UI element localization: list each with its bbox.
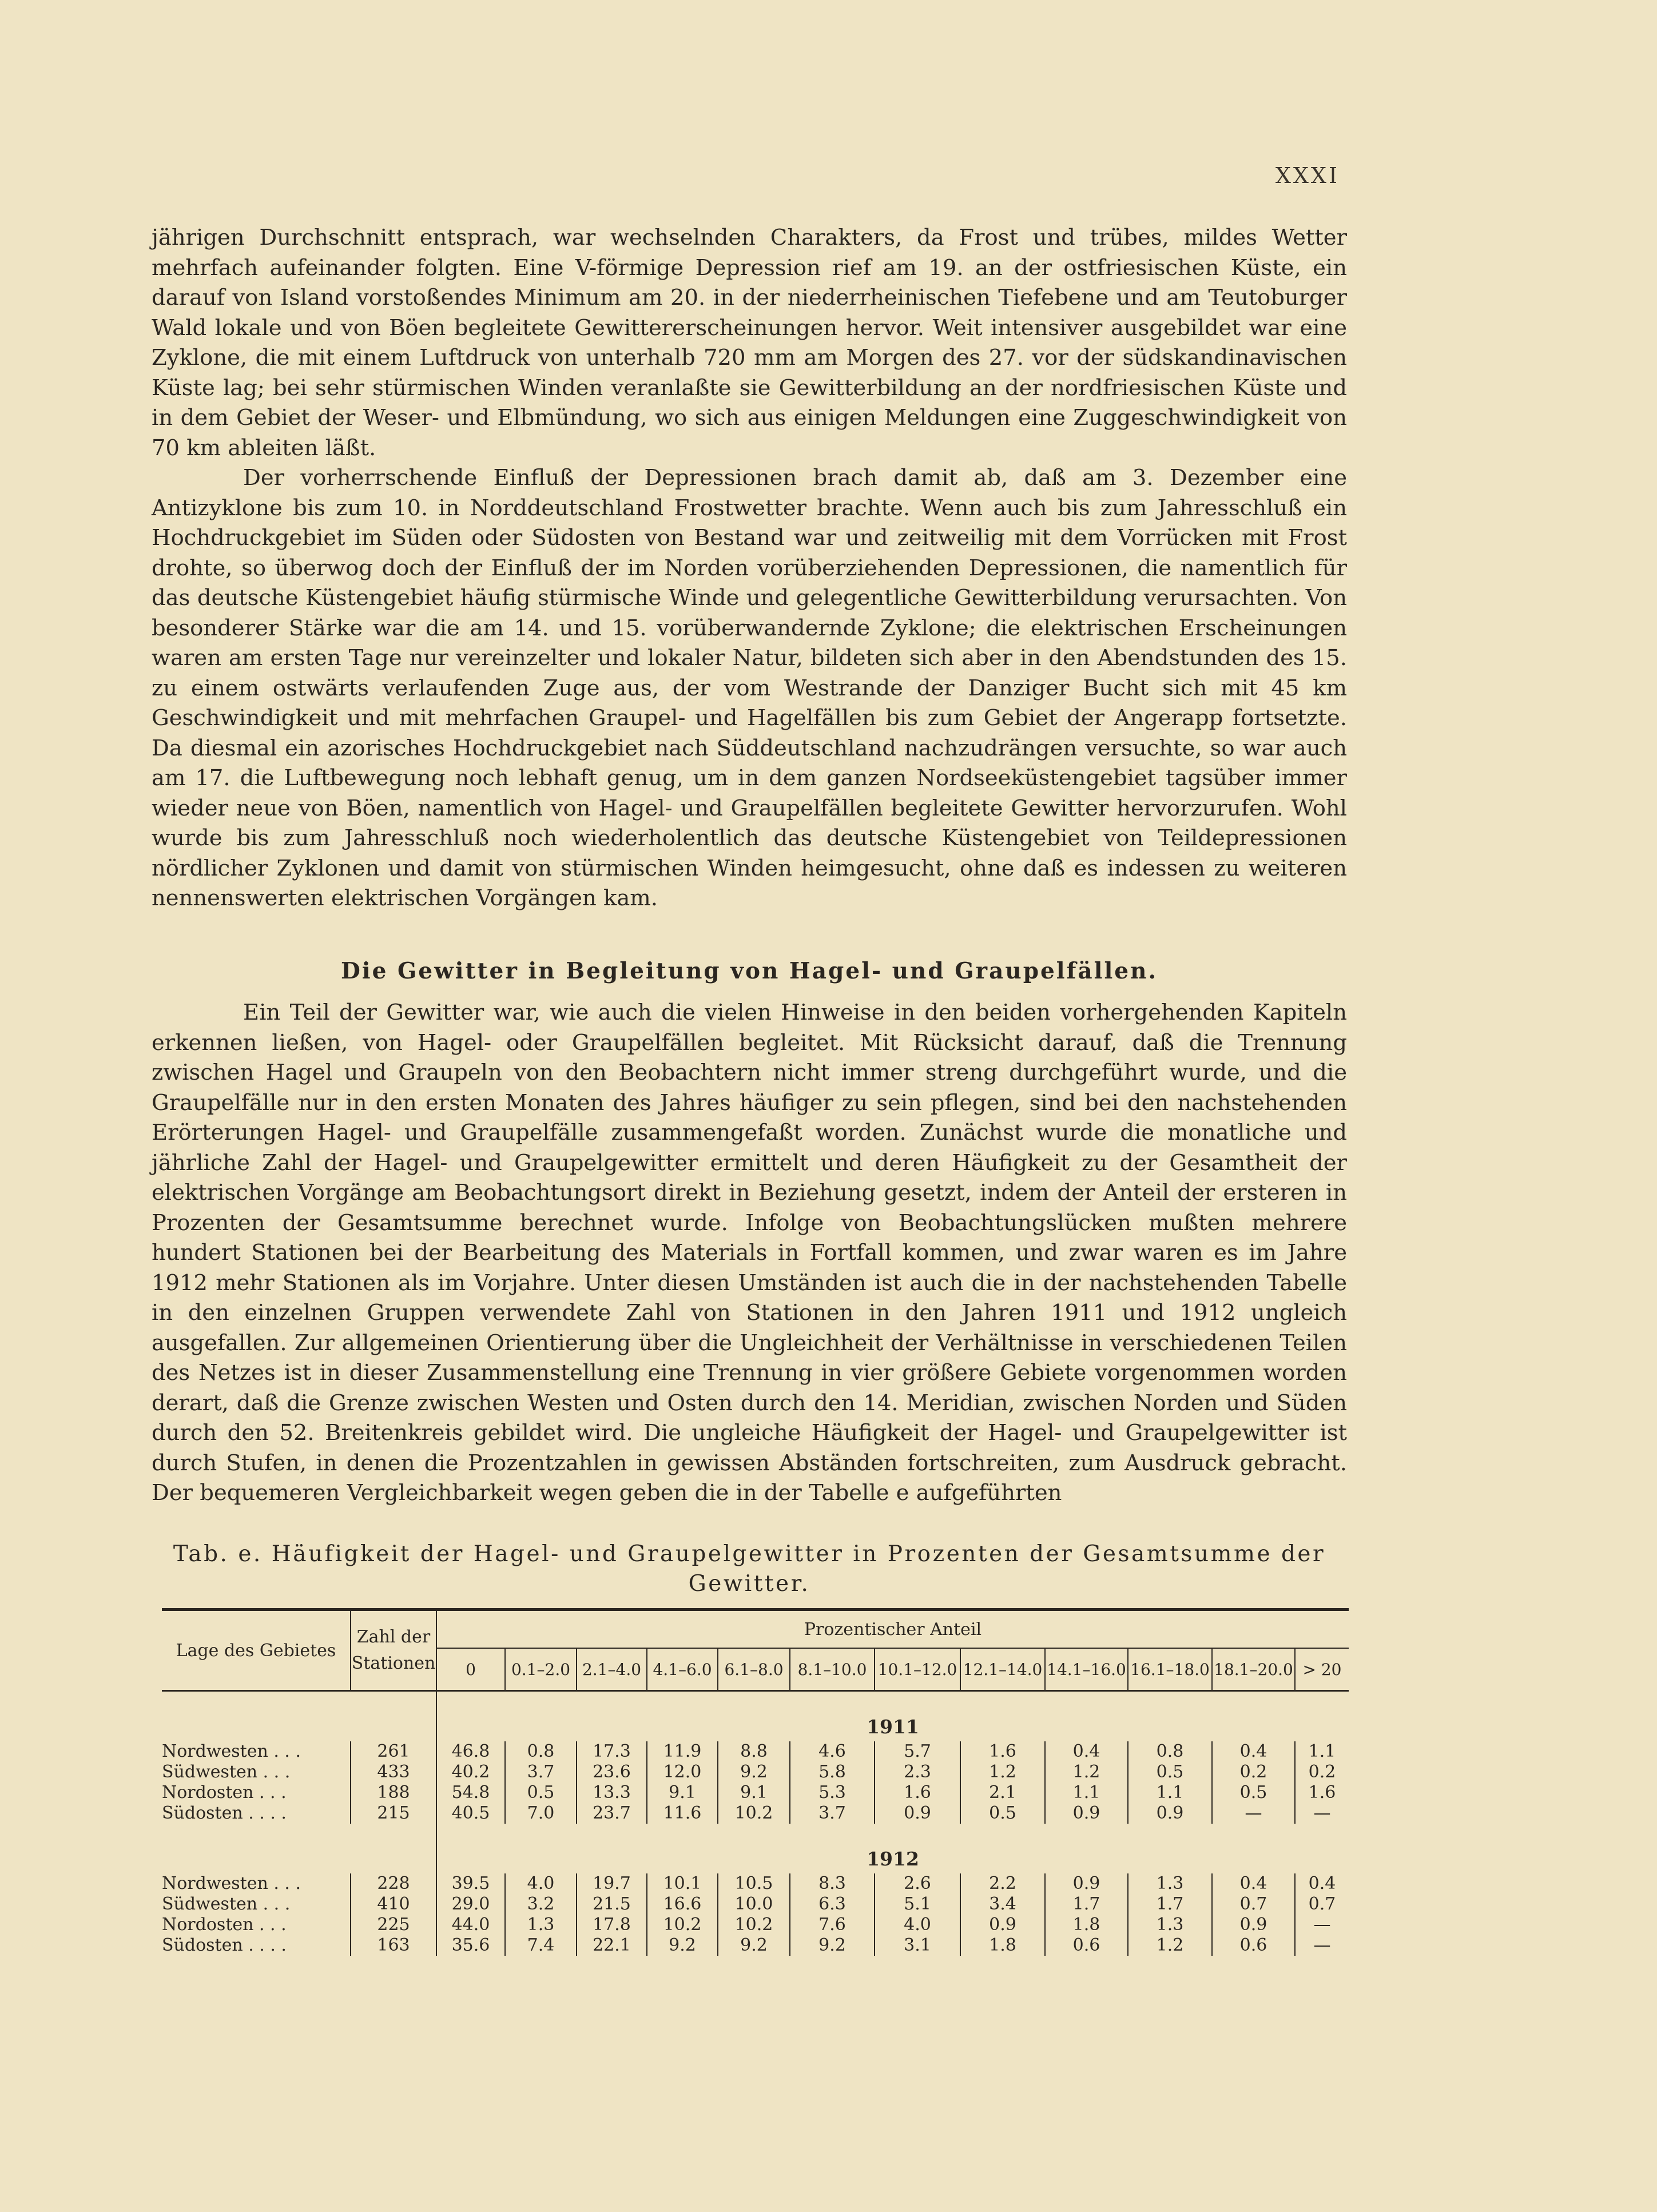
column-header-bin: 18.1–20.0 xyxy=(1212,1648,1295,1691)
stations-cell: 261 xyxy=(351,1741,436,1762)
value-cell: 9.1 xyxy=(718,1783,790,1803)
stations-cell: 163 xyxy=(351,1935,436,1956)
value-cell: 9.2 xyxy=(718,1762,790,1783)
stations-cell: 188 xyxy=(351,1783,436,1803)
value-cell: 7.0 xyxy=(505,1803,577,1824)
value-cell: 39.5 xyxy=(436,1873,505,1894)
year-row xyxy=(162,1824,1349,1873)
column-header-bin: > 20 xyxy=(1295,1648,1349,1691)
year-label: 1912 xyxy=(867,1848,919,1870)
stations-cell: 215 xyxy=(351,1803,436,1824)
table-row xyxy=(162,1915,1349,1935)
value-cell: 0.9 xyxy=(1128,1803,1212,1824)
value-cell: 2.3 xyxy=(875,1762,960,1783)
column-header-stations: Zahl der Stationen xyxy=(351,1610,436,1691)
value-cell: 40.5 xyxy=(436,1803,505,1824)
value-cell: 1.8 xyxy=(960,1935,1045,1956)
value-cell: 2.1 xyxy=(960,1783,1045,1803)
value-cell: — xyxy=(1212,1803,1295,1824)
value-cell: 46.8 xyxy=(436,1741,505,1762)
value-cell: 17.8 xyxy=(577,1915,647,1935)
value-cell: 44.0 xyxy=(436,1915,505,1935)
column-group-header: Prozentischer Anteil xyxy=(436,1610,1349,1649)
value-cell: 1.6 xyxy=(875,1783,960,1803)
value-cell: 3.7 xyxy=(505,1762,577,1783)
value-cell: 0.6 xyxy=(1045,1935,1128,1956)
value-cell: 23.7 xyxy=(577,1803,647,1824)
value-cell: 10.5 xyxy=(718,1873,790,1894)
stations-cell: 410 xyxy=(351,1894,436,1915)
value-cell: 1.3 xyxy=(505,1915,577,1935)
value-cell: 0.7 xyxy=(1308,1894,1336,1914)
value-cell: 19.7 xyxy=(577,1873,647,1894)
value-cell: 1.7 xyxy=(1045,1894,1128,1915)
value-cell: 0.5 xyxy=(960,1803,1045,1824)
value-cell: 3.7 xyxy=(790,1803,875,1824)
value-cell: 12.0 xyxy=(647,1762,718,1783)
value-cell: 23.6 xyxy=(577,1762,647,1783)
value-cell: 5.1 xyxy=(875,1894,960,1915)
table-row xyxy=(162,1741,1349,1762)
table-row xyxy=(162,1803,1349,1824)
column-header-bin: 10.1–12.0 xyxy=(875,1648,960,1691)
table-header xyxy=(162,1610,1349,1691)
column-header-bin: 6.1–8.0 xyxy=(718,1648,790,1691)
value-cell: 5.8 xyxy=(790,1762,875,1783)
value-cell: 5.3 xyxy=(790,1783,875,1803)
value-cell: 11.6 xyxy=(647,1803,718,1824)
value-cell: 3.1 xyxy=(875,1935,960,1956)
value-cell: 0.9 xyxy=(1045,1873,1128,1894)
value-cell: 8.8 xyxy=(718,1741,790,1762)
value-cell: 13.3 xyxy=(577,1783,647,1803)
value-cell: 10.2 xyxy=(647,1915,718,1935)
table-row xyxy=(162,1935,1349,1956)
value-cell: 2.6 xyxy=(875,1873,960,1894)
value-cell: 5.7 xyxy=(875,1741,960,1762)
page-number: XXXI xyxy=(1275,163,1340,188)
value-cell: 9.2 xyxy=(718,1935,790,1956)
table-row xyxy=(162,1873,1349,1894)
value-cell: 9.2 xyxy=(647,1935,718,1956)
value-cell: 1.2 xyxy=(1128,1935,1212,1956)
value-cell: 4.0 xyxy=(505,1873,577,1894)
value-cell: 10.2 xyxy=(718,1803,790,1824)
value-cell: — xyxy=(1313,1935,1331,1955)
paragraph: jährigen Durchschnitt entsprach, war wechselnden Charakters, da Frost und trübes, mildes Wetter mehrfach aufeinander folgten. Eine V-förmige Depression rief am 19. an der ostfriesischen Küste, ein darauf von Island vorstoßendes Minimum am 20. in der niederrheinischen Tiefebene und am Teutoburger Wald lokale und von Böen begleitete Gewittererscheinungen hervor. Weit intensiver ausgebildet war eine Zyklone, die mit einem Luftdruck von unterhalb 720 mm am Morgen des 27. vor der südskandinavischen Küste lag; bei sehr stürmischen Winden veranlaßte sie Gewitterbildung an der nordfriesischen Küste und in dem Gebiet der Weser- und Elbmündung, wo sich aus einigen Meldungen eine Zuggeschwindigkeit von 70 km ableiten läßt. xyxy=(152,225,1347,461)
value-cell: 0.5 xyxy=(505,1783,577,1803)
value-cell: 0.4 xyxy=(1212,1741,1295,1762)
value-cell: 0.4 xyxy=(1045,1741,1128,1762)
value-cell: 9.2 xyxy=(790,1935,875,1956)
section-heading: Die Gewitter in Begleitung von Hagel- und Graupelfällen. xyxy=(340,958,1158,984)
table-row xyxy=(162,1762,1349,1783)
column-header-bin: 14.1–16.0 xyxy=(1045,1648,1128,1691)
value-cell: 10.0 xyxy=(718,1894,790,1915)
text-block-1 xyxy=(152,223,1347,914)
paragraph: Ein Teil der Gewitter war, wie auch die vielen Hinweise in den beiden vorhergehenden Kapiteln erkennen ließen, von Hagel- oder Graupelfällen begleitet. Mit Rücksicht darauf, daß die Trennung zwischen Hagel und Graupeln von den Beobachtern nicht immer streng durchgeführt wurde, und die Graupelfälle nur in den ersten Monaten des Jahres häufiger zu sein pflegen, sind bei den nachstehenden Erörterungen Hagel- und Graupelfälle zusammengefaßt worden. Zunächst wurde die monatliche und jährliche Zahl der Hagel- und Graupelgewitter ermittelt und deren Häufigkeit zu der Gesamtheit der elektrischen Vorgänge am Beobachtungsort direkt in Beziehung gesetzt, indem der Anteil der ersteren in Prozenten der Gesamtsumme berechnet wurde. Infolge von Beobachtungslücken mußten mehrere hundert Stationen bei der Bearbeitung des Materials in Fortfall kommen, und zwar waren es im Jahre 1912 mehr Stationen als im Vorjahre. Unter diesen Umständen ist auch die in der nachstehenden Tabelle in den einzelnen Gruppen verwendete Zahl von Stationen in den Jahren 1911 und 1912 ungleich ausgefallen. Zur allgemeinen Orientierung über die Ungleichheit der Verhältnisse in verschiedenen Teilen des Netzes ist in dieser Zusammenstellung eine Trennung in vier größere Gebiete vorgenommen worden derart, daß die Grenze zwischen Westen und Osten durch den 14. Meridian, zwischen Norden und Süden durch den 52. Breitenkreis gebildet wird. Die ungleiche Häufigkeit der Hagel- und Graupelgewitter ist durch Stufen, in denen die Prozentzahlen in gewissen Abständen fortschreiten, zum Ausdruck gebracht. Der bequemeren Vergleichbarkeit wegen geben die in der Tabelle e aufgeführten xyxy=(152,1000,1347,1506)
value-cell: 16.6 xyxy=(647,1894,718,1915)
value-cell: 4.0 xyxy=(875,1915,960,1935)
value-cell: 1.3 xyxy=(1128,1915,1212,1935)
value-cell: 1.1 xyxy=(1128,1783,1212,1803)
value-cell: 4.6 xyxy=(790,1741,875,1762)
region-cell: Nordwesten . . . xyxy=(162,1873,351,1894)
value-cell: — xyxy=(1313,1915,1331,1935)
value-cell: 0.7 xyxy=(1212,1894,1295,1915)
value-cell: 1.2 xyxy=(960,1762,1045,1783)
region-cell: Nordwesten . . . xyxy=(162,1741,351,1762)
value-cell: 1.1 xyxy=(1308,1741,1336,1761)
table-caption: Tab. e. Häufigkeit der Hagel- und Graupelgewitter in Prozenten der Gesamtsumme der Gewitter. xyxy=(173,1541,1326,1597)
table-row xyxy=(162,1894,1349,1915)
value-cell: 7.4 xyxy=(505,1935,577,1956)
value-cell: 0.4 xyxy=(1308,1873,1336,1893)
stations-cell: 225 xyxy=(351,1915,436,1935)
column-header-bin: 0.1–2.0 xyxy=(505,1648,577,1691)
value-cell: 0.4 xyxy=(1212,1873,1295,1894)
year-spacer xyxy=(162,1691,436,1742)
region-cell: Südwesten . . . xyxy=(162,1762,351,1783)
stations-cell: 433 xyxy=(351,1762,436,1783)
column-header-bin: 12.1–14.0 xyxy=(960,1648,1045,1691)
region-cell: Südosten . . . . xyxy=(162,1803,351,1824)
value-cell: 3.4 xyxy=(960,1894,1045,1915)
value-cell: 8.3 xyxy=(790,1873,875,1894)
value-cell: 0.5 xyxy=(1212,1783,1295,1803)
column-header-bin: 16.1–18.0 xyxy=(1128,1648,1212,1691)
value-cell: 54.8 xyxy=(436,1783,505,1803)
value-cell: 1.1 xyxy=(1045,1783,1128,1803)
value-cell: 0.9 xyxy=(960,1915,1045,1935)
value-cell: 0.8 xyxy=(1128,1741,1212,1762)
value-cell: — xyxy=(1313,1803,1331,1823)
value-cell: 35.6 xyxy=(436,1935,505,1956)
year-spacer xyxy=(162,1824,436,1873)
value-cell: 21.5 xyxy=(577,1894,647,1915)
value-cell: 0.6 xyxy=(1212,1935,1295,1956)
region-cell: Südwesten . . . xyxy=(162,1894,351,1915)
table-row xyxy=(162,1783,1349,1803)
value-cell: 0.2 xyxy=(1212,1762,1295,1783)
value-cell: 1.6 xyxy=(960,1741,1045,1762)
text-block-2 xyxy=(152,998,1347,1509)
value-cell: 3.2 xyxy=(505,1894,577,1915)
value-cell: 10.2 xyxy=(718,1915,790,1935)
paragraph: Der vorherrschende Einfluß der Depressionen brach damit ab, daß am 3. Dezember eine Antizyklone bis zum 10. in Norddeutschland Frostwetter brachte. Wenn auch bis zum Jahresschluß ein Hochdruckgebiet im Süden oder Südosten von Bestand war und zeitweilig mit dem Vorrücken mit Frost drohte, so überwog doch der Einfluß der im Norden vorüberziehenden Depressionen, die namentlich für das deutsche Küstengebiet häufig stürmische Winde und gelegentliche Gewitterbildung verursachten. Von besonderer Stärke war die am 14. und 15. vorüberwandernde Zyklone; die elektrischen Erscheinungen waren am ersten Tage nur vereinzelter und lokaler Natur, bildeten sich aber in den Abendstunden des 15. zu einem ostwärts verlaufenden Zuge aus, der vom Westrande der Danziger Bucht sich mit 45 km Geschwindigkeit und mit mehrfachen Graupel- und Hagelfällen bis zum Gebiet der Angerapp fortsetzte. Da diesmal ein azorisches Hochdruckgebiet nach Süddeutschland nachzudrängen versuchte, so war auch am 17. die Luftbewegung noch lebhaft genug, um in dem ganzen Nordseeküstengebiet tagsüber immer wieder neue von Böen, namentlich von Hagel- und Graupelfällen begleitete Gewitter hervorzurufen. Wohl wurde bis zum Jahresschluß noch wiederholentlich das deutsche Küstengebiet von Teildepressionen nördlicher Zyklonen und damit von stürmischen Winden heimgesucht, ohne daß es indessen zu weiteren nennenswerten elektrischen Vorgängen kam. xyxy=(152,465,1347,911)
value-cell: 9.1 xyxy=(647,1783,718,1803)
value-cell: 0.8 xyxy=(505,1741,577,1762)
column-header-bin: 2.1–4.0 xyxy=(577,1648,647,1691)
value-cell: 1.6 xyxy=(1308,1783,1336,1803)
value-cell: 1.3 xyxy=(1128,1873,1212,1894)
region-cell: Nordosten . . . xyxy=(162,1915,351,1935)
value-cell: 0.5 xyxy=(1128,1762,1212,1783)
value-cell: 1.2 xyxy=(1045,1762,1128,1783)
year-label: 1911 xyxy=(867,1716,919,1738)
table-body xyxy=(162,1691,1349,1956)
value-cell: 40.2 xyxy=(436,1762,505,1783)
value-cell: 0.9 xyxy=(1212,1915,1295,1935)
value-cell: 1.8 xyxy=(1045,1915,1128,1935)
value-cell: 7.6 xyxy=(790,1915,875,1935)
value-cell: 29.0 xyxy=(436,1894,505,1915)
value-cell: 0.9 xyxy=(1045,1803,1128,1824)
data-table xyxy=(162,1608,1349,1956)
value-cell: 0.9 xyxy=(875,1803,960,1824)
value-cell: 17.3 xyxy=(577,1741,647,1762)
year-row xyxy=(162,1691,1349,1742)
value-cell: 11.9 xyxy=(647,1741,718,1762)
value-cell: 2.2 xyxy=(960,1873,1045,1894)
value-cell: 1.7 xyxy=(1128,1894,1212,1915)
stations-cell: 228 xyxy=(351,1873,436,1894)
value-cell: 6.3 xyxy=(790,1894,875,1915)
table-container xyxy=(162,1608,1349,1956)
column-header-bin: 8.1–10.0 xyxy=(790,1648,875,1691)
column-header-region: Lage des Gebietes xyxy=(162,1610,351,1691)
region-cell: Südosten . . . . xyxy=(162,1935,351,1956)
value-cell: 10.1 xyxy=(647,1873,718,1894)
column-header-bin: 4.1–6.0 xyxy=(647,1648,718,1691)
value-cell: 0.2 xyxy=(1308,1762,1336,1782)
column-header-bin: 0 xyxy=(436,1648,505,1691)
value-cell: 22.1 xyxy=(577,1935,647,1956)
region-cell: Nordosten . . . xyxy=(162,1783,351,1803)
